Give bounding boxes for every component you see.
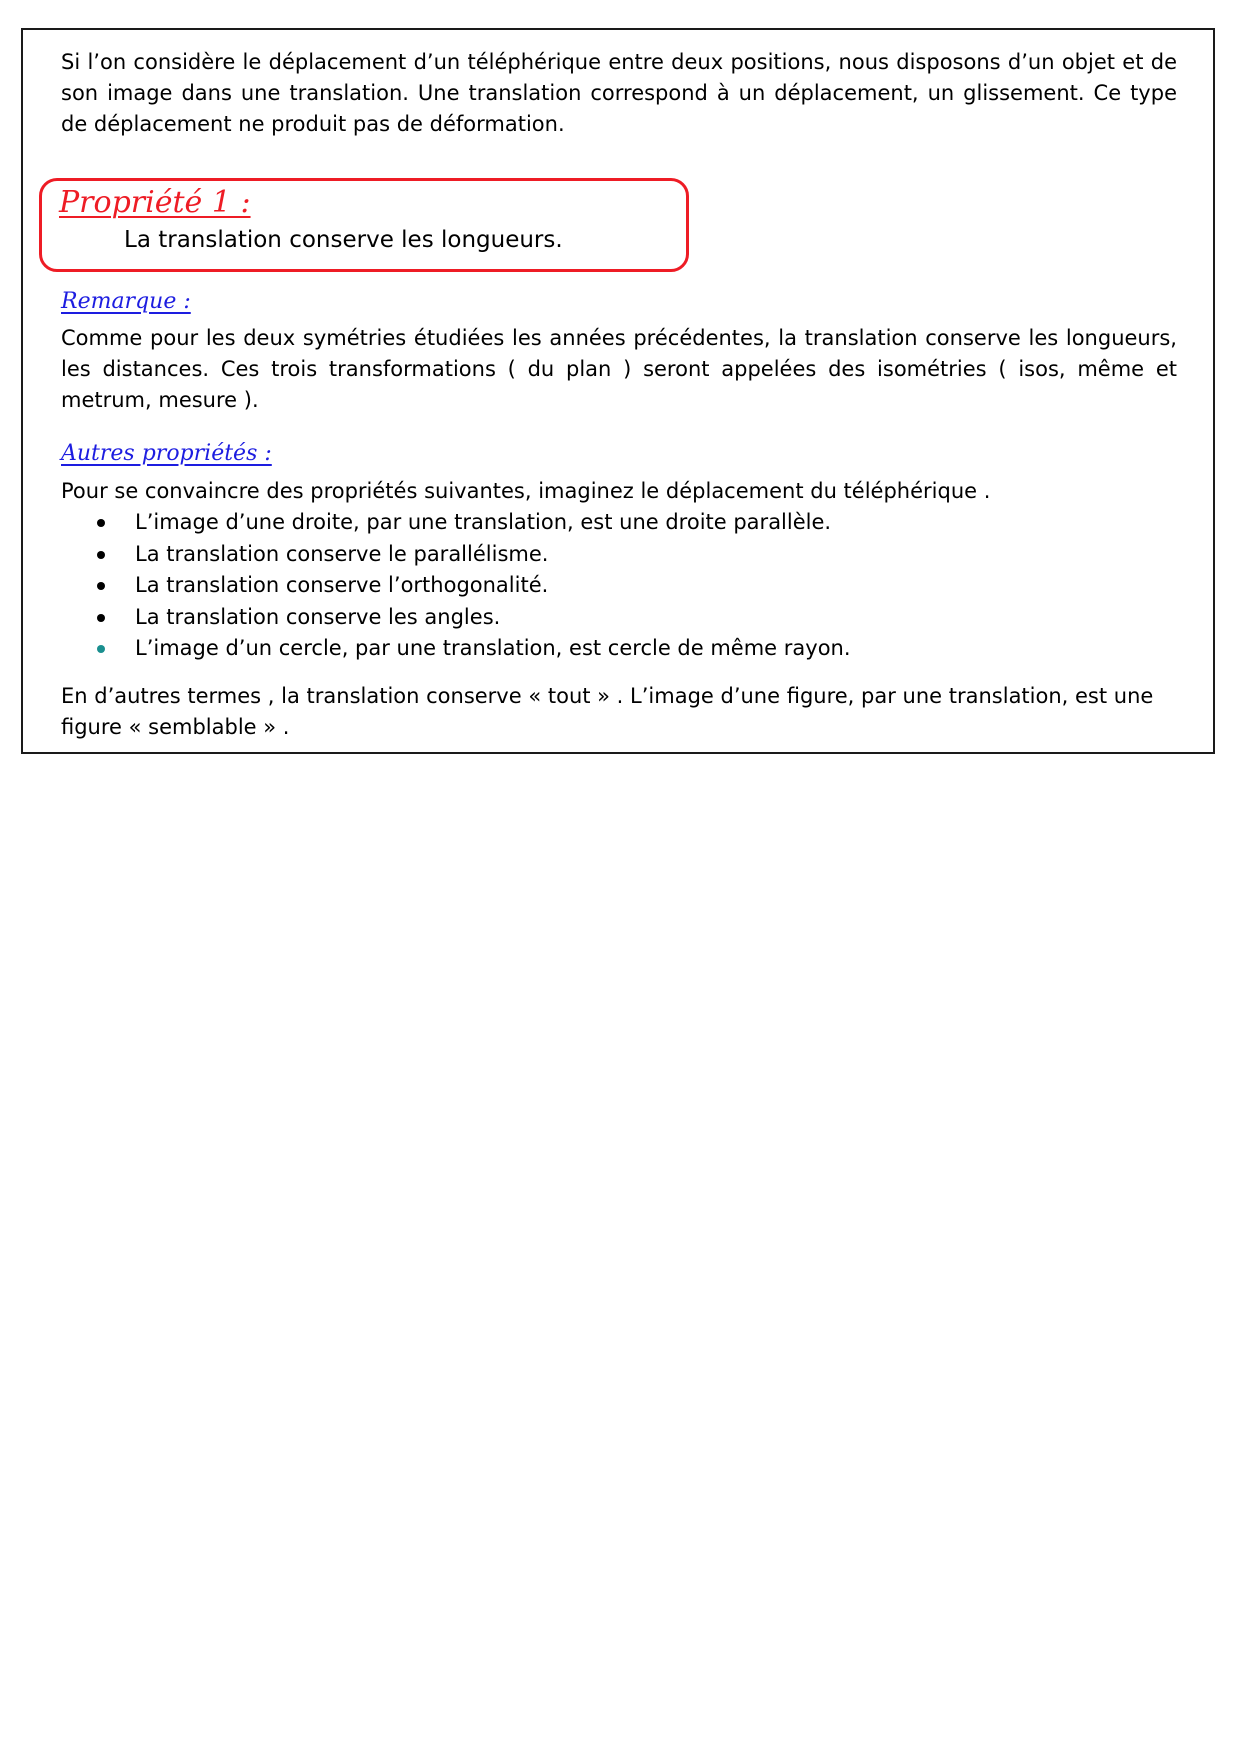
bullet-icon bbox=[97, 614, 105, 622]
list-item bbox=[61, 602, 1177, 634]
bullet-icon bbox=[97, 645, 105, 653]
list-item-text: La translation conserve le parallélisme. bbox=[135, 541, 549, 566]
property-text: La translation conserve les longueurs. bbox=[124, 227, 563, 253]
list-item-text: La translation conserve les angles. bbox=[135, 604, 501, 629]
list-item bbox=[61, 539, 1177, 571]
list-item-text: L’image d’un cercle, par une translation, est cercle de même rayon. bbox=[135, 636, 851, 660]
content-frame bbox=[21, 28, 1215, 754]
conclusion-paragraph: En d’autres termes , la translation conserve « tout » . L’image d’une figure, par une translation, est une figure « semblable » . bbox=[61, 684, 1154, 739]
remarque-heading: Remarque : bbox=[61, 289, 191, 314]
property-box bbox=[39, 178, 689, 272]
list-item bbox=[61, 507, 1177, 539]
autres-proprietes-heading: Autres propriétés : bbox=[61, 441, 272, 466]
bullet-icon bbox=[97, 551, 105, 559]
bullet-icon bbox=[97, 519, 105, 527]
list-item bbox=[61, 570, 1177, 602]
autres-intro-paragraph: Pour se convaincre des propriétés suivantes, imaginez le déplacement du téléphérique . bbox=[61, 479, 991, 503]
property-title: Propriété 1 : bbox=[59, 185, 251, 220]
properties-list bbox=[61, 507, 1177, 665]
bullet-icon bbox=[97, 582, 105, 590]
list-item-text: L’image d’une droite, par une translation, est une droite parallèle. bbox=[135, 510, 832, 534]
remarque-paragraph: Comme pour les deux symétries étudiées les années précédentes, la translation conserve les longueurs, les distances. Ces trois transformations ( du plan ) seront appelées des isométries ( isos, même et metrum, mesure ). bbox=[61, 326, 1177, 412]
intro-paragraph: Si l’on considère le déplacement d’un téléphérique entre deux positions, nous disposons d’un objet et de son image dans une translation. Une translation correspond à un déplacement, un glissement. Ce type de déplacement ne produit pas de déformation. bbox=[61, 50, 1177, 136]
list-item bbox=[61, 633, 1177, 665]
list-item-text: La translation conserve l’orthogonalité. bbox=[135, 573, 549, 597]
